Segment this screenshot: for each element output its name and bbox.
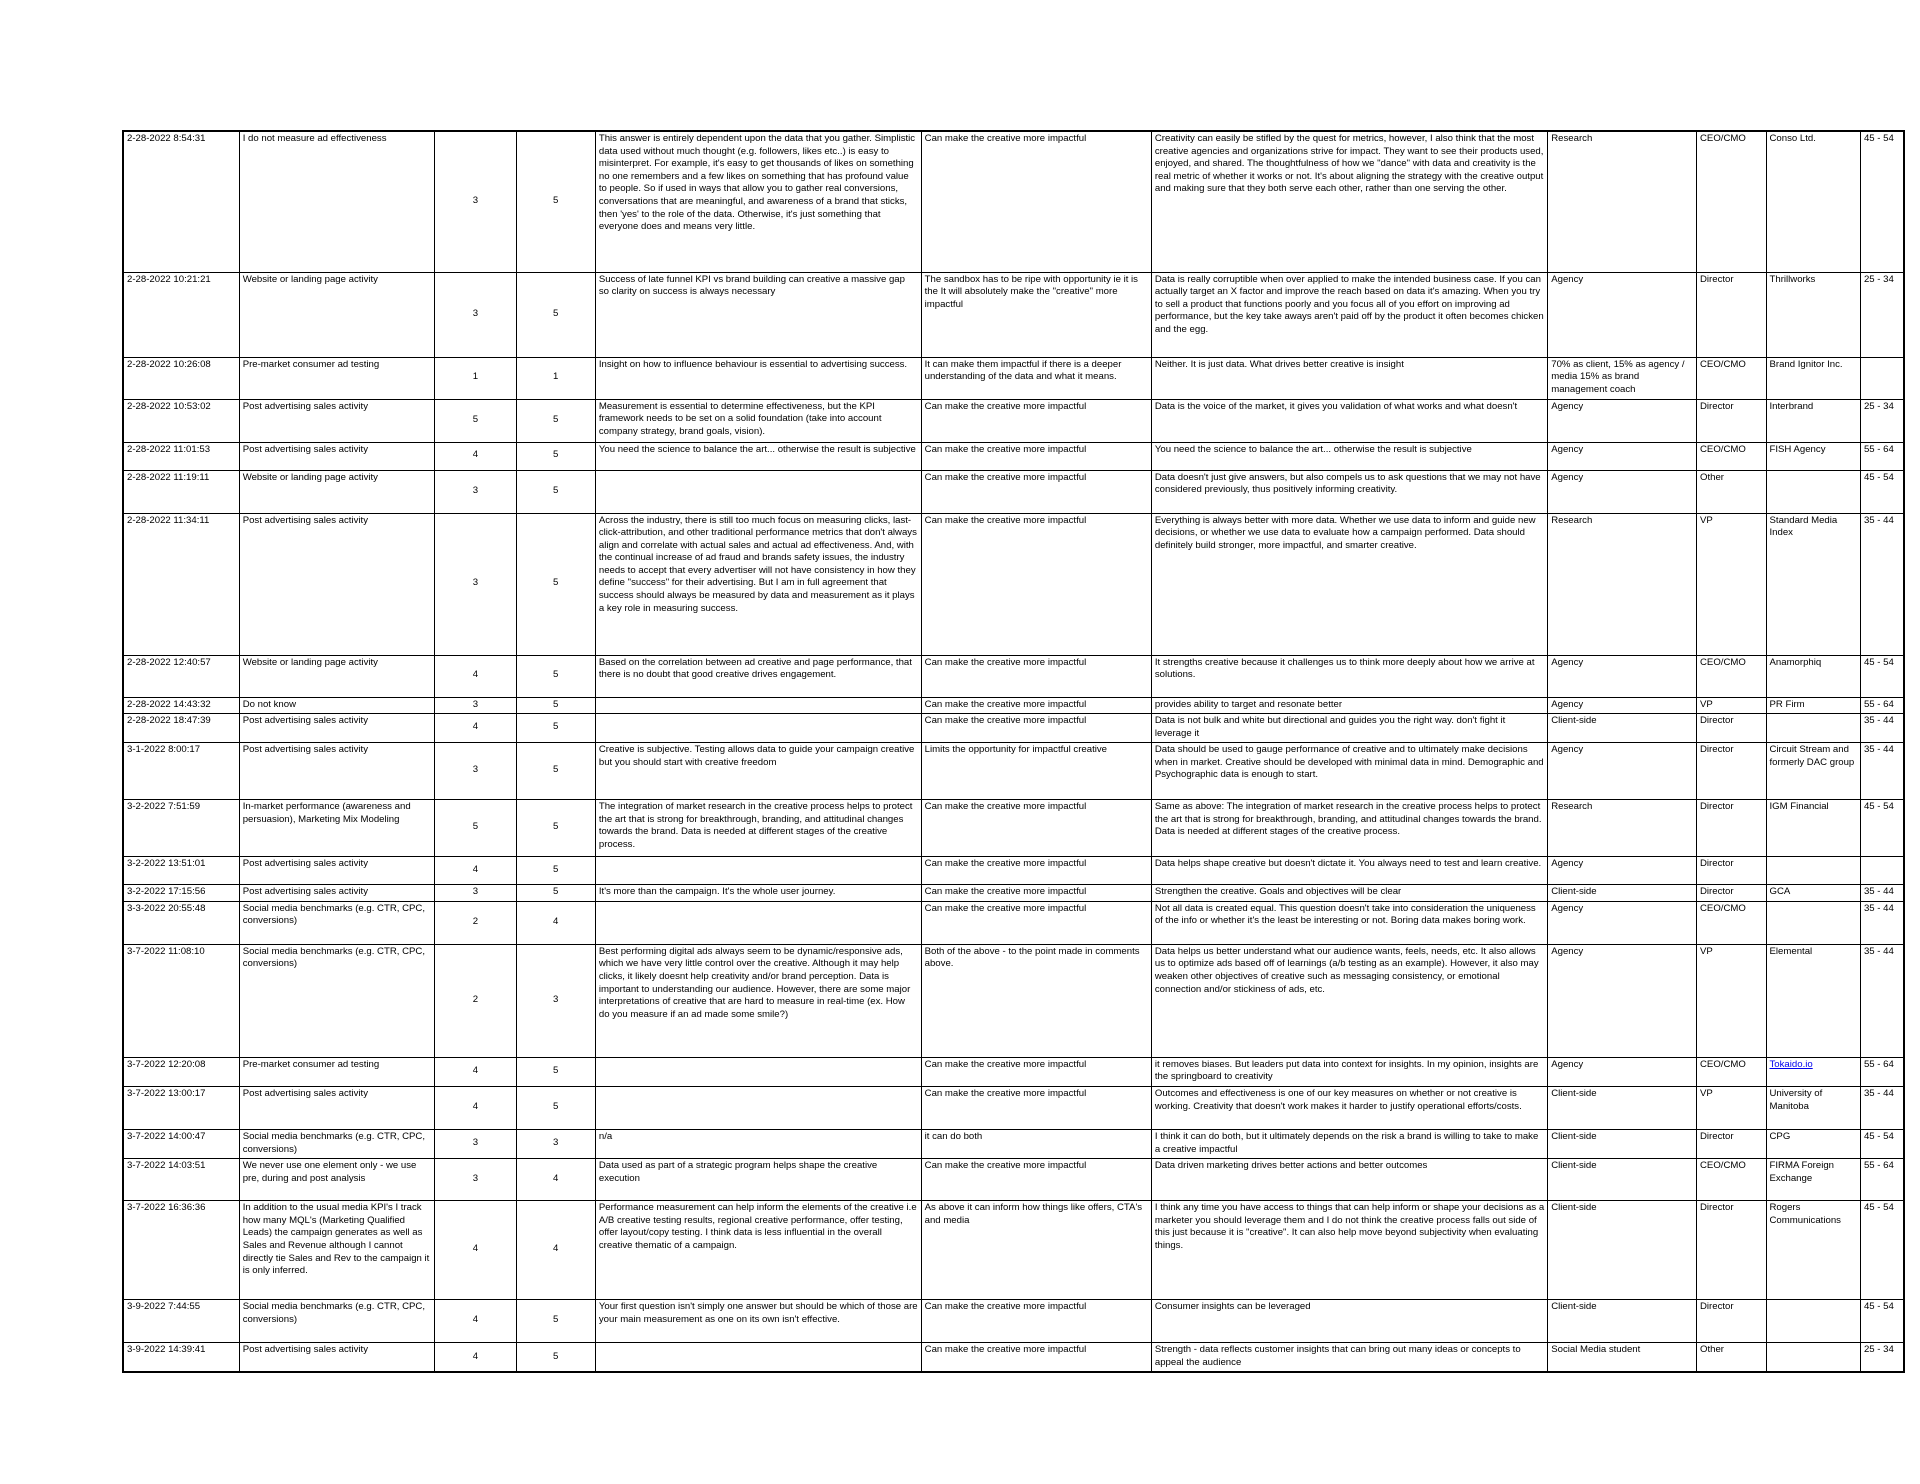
cell-organization-type: Client-side [1548,714,1697,743]
cell-age-range [1860,357,1904,399]
cell-score-a: 3 [435,885,516,902]
cell-organization-type: Agency [1548,272,1697,357]
cell-age-range: 45 - 54 [1860,1300,1904,1343]
table-row [123,399,1904,442]
cell-score-a: 4 [435,1343,516,1373]
cell-role: Director [1697,743,1767,800]
cell-comment-data-creativity: Consumer insights can be leveraged [1151,1300,1547,1343]
cell-score-b: 5 [516,697,595,714]
cell-timestamp: 2-28-2022 11:34:11 [123,513,239,655]
cell-creative-impact: Can make the creative more impactful [921,513,1151,655]
cell-comment-measurement: You need the science to balance the art... otherwise the result is subjective [595,442,921,470]
cell-role: Other [1697,1343,1767,1373]
cell-score-a: 3 [435,1130,516,1159]
cell-role: Director [1697,857,1767,885]
cell-role: Director [1697,885,1767,902]
cell-comment-measurement: The integration of market research in the creative process helps to protect the art that is strong for breakthrough, branding, and attitudinal changes towards the brand. Data is needed at different stages of the creative process. [595,800,921,857]
cell-score-a: 4 [435,714,516,743]
cell-role: VP [1697,944,1767,1057]
cell-role: Director [1697,1130,1767,1159]
cell-measurement-method: Social media benchmarks (e.g. CTR, CPC, conversions) [239,944,434,1057]
cell-score-b: 5 [516,857,595,885]
cell-score-b: 5 [516,470,595,513]
cell-organization-type: 70% as client, 15% as agency / media 15% as brand management coach [1548,357,1697,399]
table-row [123,743,1904,800]
cell-timestamp: 2-28-2022 11:01:53 [123,442,239,470]
cell-comment-data-creativity: Everything is always better with more data. Whether we use data to inform and guide new decisions, or whether we use data to evaluate how a campaign performed. Data should definitely build stronger, more impactful, and smarter creative. [1151,513,1547,655]
cell-measurement-method: Website or landing page activity [239,272,434,357]
cell-age-range: 45 - 54 [1860,470,1904,513]
cell-comment-measurement: Success of late funnel KPI vs brand building can creative a massive gap so clarity on success is always necessary [595,272,921,357]
cell-age-range: 35 - 44 [1860,714,1904,743]
cell-organization: Interbrand [1766,399,1860,442]
cell-organization: Conso Ltd. [1766,131,1860,272]
cell-organization-type: Social Media student [1548,1343,1697,1373]
cell-score-b: 3 [516,1130,595,1159]
cell-score-b: 5 [516,800,595,857]
cell-age-range: 55 - 64 [1860,1057,1904,1086]
cell-creative-impact: Can make the creative more impactful [921,714,1151,743]
cell-organization: Brand Ignitor Inc. [1766,357,1860,399]
cell-comment-data-creativity: I think it can do both, but it ultimately depends on the risk a brand is willing to take to make a creative impactful [1151,1130,1547,1159]
cell-organization: University of Manitoba [1766,1087,1860,1130]
cell-comment-data-creativity: Data helps shape creative but doesn't dictate it. You always need to test and learn creative. [1151,857,1547,885]
cell-comment-data-creativity: Data is the voice of the market, it gives you validation of what works and what doesn't [1151,399,1547,442]
cell-organization-type: Agency [1548,399,1697,442]
cell-role: VP [1697,513,1767,655]
cell-role: VP [1697,697,1767,714]
cell-timestamp: 3-7-2022 14:03:51 [123,1159,239,1201]
cell-organization [1766,1300,1860,1343]
cell-measurement-method: Social media benchmarks (e.g. CTR, CPC, conversions) [239,1130,434,1159]
cell-comment-measurement: It's more than the campaign. It's the whole user journey. [595,885,921,902]
cell-comment-data-creativity: Data driven marketing drives better actions and better outcomes [1151,1159,1547,1201]
cell-organization: Elemental [1766,944,1860,1057]
cell-timestamp: 2-28-2022 14:43:32 [123,697,239,714]
cell-measurement-method: Post advertising sales activity [239,857,434,885]
cell-timestamp: 3-9-2022 7:44:55 [123,1300,239,1343]
cell-score-b: 4 [516,1159,595,1201]
cell-creative-impact: Can make the creative more impactful [921,800,1151,857]
cell-comment-measurement: Performance measurement can help inform the elements of the creative i.e A/B creative testing results, regional creative performance, offer testing, offer layout/copy testing. I think data is less influential in the overall creative thematic of a campaign. [595,1201,921,1300]
cell-comment-data-creativity: You need the science to balance the art... otherwise the result is subjective [1151,442,1547,470]
cell-comment-measurement: Best performing digital ads always seem to be dynamic/responsive ads, which we have very little control over the creative. Although it may help clicks, it likely doesnt help creativity and/or brand perception. Data is important to understanding our audience. However, there are some major interpretations of creative that are hard to measure in real-time (ex. How do you measure if an ad made some smile?) [595,944,921,1057]
cell-score-a: 3 [435,743,516,800]
cell-organization [1766,470,1860,513]
cell-score-b: 5 [516,655,595,697]
cell-organization-type: Agency [1548,901,1697,944]
table-row [123,714,1904,743]
cell-measurement-method: Pre-market consumer ad testing [239,1057,434,1086]
cell-creative-impact: Can make the creative more impactful [921,901,1151,944]
cell-score-a: 3 [435,131,516,272]
table-row [123,442,1904,470]
cell-comment-measurement: Based on the correlation between ad creative and page performance, that there is no doubt that good creative drives engagement. [595,655,921,697]
table-row [123,800,1904,857]
cell-organization: Thrillworks [1766,272,1860,357]
cell-role: Director [1697,272,1767,357]
cell-comment-measurement [595,857,921,885]
cell-organization-type: Agency [1548,655,1697,697]
cell-organization [1766,714,1860,743]
cell-comment-data-creativity: Data helps us better understand what our audience wants, feels, needs, etc. It also allows us to optimize ads based off of learnings (a/b testing as an example). However, it also may weaken other objectives of creative such as messaging consistency, or emotional connection and/or stickiness of ads, etc. [1151,944,1547,1057]
cell-measurement-method: Post advertising sales activity [239,1343,434,1373]
cell-comment-data-creativity: Data is not bulk and white but directional and guides you the right way. don't fight it leverage it [1151,714,1547,743]
cell-measurement-method: Post advertising sales activity [239,442,434,470]
cell-comment-measurement: Across the industry, there is still too much focus on measuring clicks, last-click-attribution, and other traditional performance metrics that don't always align and correlate with actual sales and actual ad effectiveness. And, with the continual increase of ad fraud and brands safety issues, the industry needs to accept that every advertiser will not have consistency in how they define "success" for their advertising. But I am in full agreement that success should always be measured by data and measurement as it plays a key role in measuring success. [595,513,921,655]
cell-timestamp: 3-2-2022 17:15:56 [123,885,239,902]
table-row [123,901,1904,944]
cell-score-b: 5 [516,131,595,272]
cell-comment-data-creativity: Same as above: The integration of market research in the creative process helps to protect the art that is strong for breakthrough, branding, and attitudinal changes towards the brand. Data is needed at different stages of the creative process. [1151,800,1547,857]
cell-measurement-method: Do not know [239,697,434,714]
cell-role: Director [1697,714,1767,743]
cell-comment-data-creativity: Neither. It is just data. What drives better creative is insight [1151,357,1547,399]
cell-organization-type: Agency [1548,944,1697,1057]
cell-creative-impact: The sandbox has to be ripe with opportunity ie it is the It will absolutely make the "creative" more impactful [921,272,1151,357]
cell-measurement-method: Post advertising sales activity [239,885,434,902]
cell-organization [1766,1343,1860,1373]
cell-timestamp: 3-7-2022 14:00:47 [123,1130,239,1159]
table-row [123,272,1904,357]
cell-measurement-method: Post advertising sales activity [239,399,434,442]
survey-response-sheet [122,130,1905,1373]
cell-age-range: 45 - 54 [1860,655,1904,697]
cell-timestamp: 2-28-2022 12:40:57 [123,655,239,697]
cell-organization-type: Agency [1548,1057,1697,1086]
cell-age-range: 45 - 54 [1860,800,1904,857]
cell-timestamp: 3-3-2022 20:55:48 [123,901,239,944]
cell-comment-measurement: Insight on how to influence behaviour is essential to advertising success. [595,357,921,399]
cell-score-b: 5 [516,714,595,743]
table-row [123,357,1904,399]
cell-timestamp: 3-7-2022 11:08:10 [123,944,239,1057]
cell-timestamp: 2-28-2022 10:53:02 [123,399,239,442]
cell-role: Director [1697,1300,1767,1343]
cell-age-range: 25 - 34 [1860,399,1904,442]
cell-organization: PR Firm [1766,697,1860,714]
cell-comment-measurement: Measurement is essential to determine effectiveness, but the KPI framework needs to be set on a solid foundation (take into account company strategy, brand goals, vision). [595,399,921,442]
cell-score-a: 5 [435,800,516,857]
cell-score-b: 5 [516,1343,595,1373]
cell-comment-data-creativity: it removes biases. But leaders put data into context for insights. In my opinion, insights are the springboard to creativity [1151,1057,1547,1086]
cell-measurement-method: Website or landing page activity [239,655,434,697]
cell-organization-type: Agency [1548,857,1697,885]
cell-comment-data-creativity: Strengthen the creative. Goals and objectives will be clear [1151,885,1547,902]
cell-age-range [1860,857,1904,885]
cell-score-a: 4 [435,1087,516,1130]
cell-organization: GCA [1766,885,1860,902]
cell-comment-measurement [595,470,921,513]
cell-role: Other [1697,470,1767,513]
cell-measurement-method: Social media benchmarks (e.g. CTR, CPC, conversions) [239,1300,434,1343]
cell-age-range: 35 - 44 [1860,901,1904,944]
table-row [123,1087,1904,1130]
cell-creative-impact: Can make the creative more impactful [921,1159,1151,1201]
cell-measurement-method: In addition to the usual media KPI's I track how many MQL's (Marketing Qualified Leads) the campaign generates as well as Sales and Revenue although I cannot directly tie Sales and Rev to the campaign it is only inferred. [239,1201,434,1300]
cell-age-range: 45 - 54 [1860,1130,1904,1159]
cell-timestamp: 3-1-2022 8:00:17 [123,743,239,800]
cell-age-range: 25 - 34 [1860,272,1904,357]
cell-organization [1766,857,1860,885]
cell-age-range: 55 - 64 [1860,1159,1904,1201]
cell-creative-impact: Limits the opportunity for impactful creative [921,743,1151,800]
table-row [123,513,1904,655]
cell-creative-impact: It can make them impactful if there is a deeper understanding of the data and what it means. [921,357,1151,399]
cell-age-range: 55 - 64 [1860,697,1904,714]
cell-organization-type: Client-side [1548,1300,1697,1343]
cell-organization: Standard Media Index [1766,513,1860,655]
cell-organization-type: Agency [1548,743,1697,800]
cell-score-a: 3 [435,470,516,513]
cell-age-range: 25 - 34 [1860,1343,1904,1373]
cell-score-a: 4 [435,1057,516,1086]
cell-measurement-method: In-market performance (awareness and persuasion), Marketing Mix Modeling [239,800,434,857]
cell-timestamp: 3-2-2022 13:51:01 [123,857,239,885]
cell-role: CEO/CMO [1697,1159,1767,1201]
cell-timestamp: 3-9-2022 14:39:41 [123,1343,239,1373]
cell-measurement-method: Post advertising sales activity [239,513,434,655]
cell-comment-data-creativity: It strengths creative because it challenges us to think more deeply about how we arrive at solutions. [1151,655,1547,697]
cell-comment-data-creativity: provides ability to target and resonate better [1151,697,1547,714]
cell-comment-measurement: n/a [595,1130,921,1159]
cell-score-a: 3 [435,272,516,357]
cell-measurement-method: Post advertising sales activity [239,743,434,800]
cell-comment-measurement: Your first question isn't simply one answer but should be which of those are your main measurement as one on its own isn't effective. [595,1300,921,1343]
cell-score-a: 4 [435,442,516,470]
cell-creative-impact: Can make the creative more impactful [921,697,1151,714]
cell-measurement-method: Post advertising sales activity [239,714,434,743]
cell-organization: CPG [1766,1130,1860,1159]
cell-timestamp: 3-7-2022 12:20:08 [123,1057,239,1086]
cell-score-a: 2 [435,901,516,944]
cell-comment-data-creativity: Strength - data reflects customer insights that can bring out many ideas or concepts to appeal the audience [1151,1343,1547,1373]
cell-score-a: 4 [435,655,516,697]
table-row [123,131,1904,272]
cell-comment-data-creativity: I think any time you have access to things that can help inform or shape your decisions as a marketer you should leverage them and I do not think the creative process falls out side of this just because it is "creative". It can also help move beyond subjectivity when evaluating things. [1151,1201,1547,1300]
cell-role: Director [1697,1201,1767,1300]
cell-organization-type: Agency [1548,470,1697,513]
cell-timestamp: 2-28-2022 10:26:08 [123,357,239,399]
cell-role: Director [1697,399,1767,442]
table-row [123,1159,1904,1201]
cell-comment-measurement: Creative is subjective. Testing allows data to guide your campaign creative but you should start with creative freedom [595,743,921,800]
cell-comment-data-creativity: Not all data is created equal. This question doesn't take into consideration the uniqueness of the info or whether it's the least be interesting or not. Boring data makes boring work. [1151,901,1547,944]
table-row [123,470,1904,513]
cell-comment-measurement [595,1057,921,1086]
cell-organization-type: Client-side [1548,1201,1697,1300]
table-row [123,885,1904,902]
cell-measurement-method: Social media benchmarks (e.g. CTR, CPC, conversions) [239,901,434,944]
cell-role: Director [1697,800,1767,857]
cell-organization-type: Research [1548,131,1697,272]
cell-organization [1766,1057,1860,1086]
cell-role: CEO/CMO [1697,901,1767,944]
organization-link[interactable]: Tokaido.io [1769,1058,1813,1070]
cell-measurement-method: I do not measure ad effectiveness [239,131,434,272]
cell-organization-type: Client-side [1548,1130,1697,1159]
cell-score-b: 5 [516,272,595,357]
cell-creative-impact: Can make the creative more impactful [921,857,1151,885]
cell-timestamp: 3-7-2022 13:00:17 [123,1087,239,1130]
cell-age-range: 35 - 44 [1860,885,1904,902]
cell-score-a: 2 [435,944,516,1057]
responses-table-body [123,131,1904,1372]
cell-timestamp: 2-28-2022 8:54:31 [123,131,239,272]
cell-score-b: 5 [516,1087,595,1130]
cell-comment-measurement: This answer is entirely dependent upon the data that you gather. Simplistic data used without much thought (e.g. followers, likes etc..) is easy to misinterpret. For example, it's easy to get thousands of likes on something no one remembers and a few likes on something that has profound value to people. So if used in ways that allow you to gather real conversions, conversations that are meaningful, and awareness of a brand that sticks, then 'yes' to the role of the data. Otherwise, it's just something that everyone does and means very little. [595,131,921,272]
cell-comment-data-creativity: Outcomes and effectiveness is one of our key measures on whether or not creative is working. Creativity that doesn't work makes it harder to justify operational efforts/costs. [1151,1087,1547,1130]
cell-measurement-method: Post advertising sales activity [239,1087,434,1130]
cell-comment-data-creativity: Data should be used to gauge performance of creative and to ultimately make decisions when in market. Creative should be developed with minimal data in mind. Demographic and Psychographic data is enough to start. [1151,743,1547,800]
cell-timestamp: 3-2-2022 7:51:59 [123,800,239,857]
cell-creative-impact: Can make the creative more impactful [921,885,1151,902]
table-row [123,1201,1904,1300]
cell-age-range: 35 - 44 [1860,944,1904,1057]
cell-organization-type: Research [1548,800,1697,857]
cell-score-a: 3 [435,513,516,655]
cell-score-b: 5 [516,399,595,442]
cell-organization-type: Agency [1548,442,1697,470]
cell-creative-impact: Can make the creative more impactful [921,131,1151,272]
cell-score-b: 5 [516,1057,595,1086]
cell-score-a: 4 [435,857,516,885]
table-row [123,655,1904,697]
cell-organization: FISH Agency [1766,442,1860,470]
cell-score-a: 3 [435,697,516,714]
cell-score-a: 4 [435,1300,516,1343]
cell-comment-data-creativity: Creativity can easily be stifled by the quest for metrics, however, I also think that the most creative agencies and organizations strive for impact. They want to see their products used, enjoyed, and shared. The thoughtfulness of how we "dance" with data and creativity is the real metric of whether it works or not. It's about aligning the strategy with the creative output and making sure that they both serve each other, rather than one serving the other. [1151,131,1547,272]
cell-score-b: 4 [516,901,595,944]
table-row [123,1130,1904,1159]
cell-comment-measurement [595,1343,921,1373]
table-row [123,944,1904,1057]
cell-organization: Circuit Stream and formerly DAC group [1766,743,1860,800]
cell-creative-impact: Can make the creative more impactful [921,470,1151,513]
cell-measurement-method: Website or landing page activity [239,470,434,513]
cell-creative-impact: Can make the creative more impactful [921,399,1151,442]
responses-table [122,130,1905,1373]
cell-age-range: 35 - 44 [1860,513,1904,655]
cell-organization-type: Client-side [1548,885,1697,902]
cell-score-a: 1 [435,357,516,399]
table-row [123,697,1904,714]
cell-role: VP [1697,1087,1767,1130]
cell-age-range: 55 - 64 [1860,442,1904,470]
cell-comment-measurement [595,901,921,944]
cell-score-b: 5 [516,442,595,470]
cell-comment-measurement [595,1087,921,1130]
cell-creative-impact: Can make the creative more impactful [921,442,1151,470]
cell-timestamp: 2-28-2022 11:19:11 [123,470,239,513]
cell-timestamp: 2-28-2022 18:47:39 [123,714,239,743]
cell-timestamp: 3-7-2022 16:36:36 [123,1201,239,1300]
cell-age-range: 35 - 44 [1860,1087,1904,1130]
cell-organization-type: Client-side [1548,1159,1697,1201]
cell-creative-impact: Can make the creative more impactful [921,1300,1151,1343]
cell-score-a: 4 [435,1201,516,1300]
cell-score-b: 5 [516,885,595,902]
cell-role: CEO/CMO [1697,442,1767,470]
cell-score-b: 4 [516,1201,595,1300]
table-row [123,1057,1904,1086]
cell-timestamp: 2-28-2022 10:21:21 [123,272,239,357]
cell-age-range: 45 - 54 [1860,131,1904,272]
cell-score-b: 1 [516,357,595,399]
cell-measurement-method: Pre-market consumer ad testing [239,357,434,399]
cell-age-range: 35 - 44 [1860,743,1904,800]
cell-comment-measurement [595,714,921,743]
cell-organization-type: Client-side [1548,1087,1697,1130]
cell-score-b: 3 [516,944,595,1057]
cell-creative-impact: Can make the creative more impactful [921,655,1151,697]
cell-comment-measurement: Data used as part of a strategic program helps shape the creative execution [595,1159,921,1201]
cell-organization-type: Agency [1548,697,1697,714]
cell-creative-impact: As above it can inform how things like offers, CTA's and media [921,1201,1151,1300]
table-row [123,1343,1904,1373]
cell-comment-measurement [595,697,921,714]
cell-role: CEO/CMO [1697,1057,1767,1086]
cell-creative-impact: Can make the creative more impactful [921,1343,1151,1373]
cell-score-a: 3 [435,1159,516,1201]
cell-score-b: 5 [516,743,595,800]
cell-score-a: 5 [435,399,516,442]
cell-role: CEO/CMO [1697,655,1767,697]
cell-age-range: 45 - 54 [1860,1201,1904,1300]
cell-comment-data-creativity: Data is really corruptible when over applied to make the intended business case. If you can actually target an X factor and improve the reach based on data it's amazing. When you try to sell a product that functions poorly and you focus all of you effort on improving ad performance, but the key take aways aren't paid off by the product it often becomes chicken and the egg. [1151,272,1547,357]
cell-creative-impact: Can make the creative more impactful [921,1057,1151,1086]
cell-role: CEO/CMO [1697,131,1767,272]
cell-organization: IGM Financial [1766,800,1860,857]
cell-creative-impact: Both of the above - to the point made in comments above. [921,944,1151,1057]
cell-organization: FIRMA Foreign Exchange [1766,1159,1860,1201]
table-row [123,1300,1904,1343]
cell-role: CEO/CMO [1697,357,1767,399]
table-row [123,857,1904,885]
cell-creative-impact: Can make the creative more impactful [921,1087,1151,1130]
cell-score-b: 5 [516,1300,595,1343]
cell-organization: Rogers Communications [1766,1201,1860,1300]
cell-score-b: 5 [516,513,595,655]
cell-organization [1766,901,1860,944]
cell-measurement-method: We never use one element only - we use pre, during and post analysis [239,1159,434,1201]
cell-creative-impact: it can do both [921,1130,1151,1159]
cell-organization-type: Research [1548,513,1697,655]
cell-organization: Anamorphiq [1766,655,1860,697]
cell-comment-data-creativity: Data doesn't just give answers, but also compels us to ask questions that we may not have considered previously, thus positively informing creativity. [1151,470,1547,513]
